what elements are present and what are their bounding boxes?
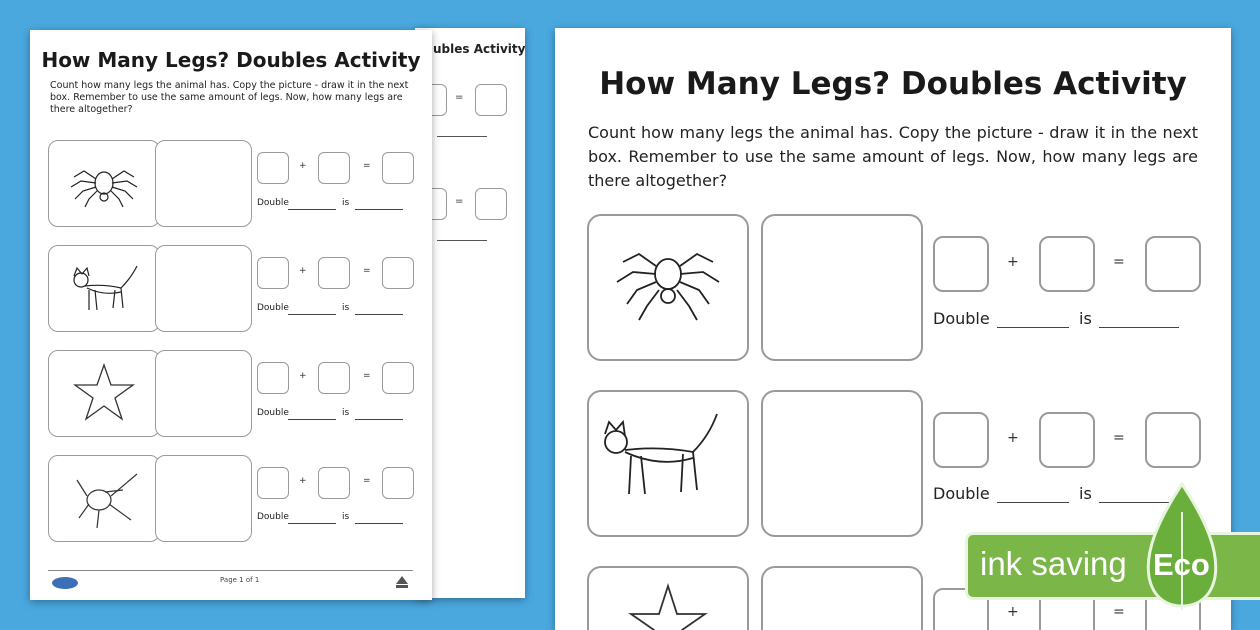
back-answer-box (475, 188, 507, 220)
copy-drawing-box[interactable] (155, 350, 252, 437)
back-equals-sign: = (455, 196, 464, 207)
answer-box-total[interactable] (382, 257, 414, 289)
small-page-title: How Many Legs? Doubles Activity (41, 48, 421, 72)
is-label: is (342, 303, 350, 313)
page-number: Page 1 of 1 (220, 576, 260, 584)
small-instructions: Count how many legs the animal has. Copy the picture - draw it in the next box. Remember to use the same amount of legs. Now, how many legs are there altogether? (50, 80, 409, 115)
spider-picture-box (48, 140, 160, 227)
back-equals-sign: = (455, 92, 464, 103)
double-line[interactable] (288, 523, 336, 524)
plus-sign: + (1007, 604, 1019, 620)
answer-box-2[interactable] (318, 152, 350, 184)
is-line[interactable] (1099, 327, 1179, 328)
answer-box-1[interactable] (933, 412, 989, 468)
copy-drawing-box[interactable] (155, 140, 252, 227)
back-answer-line (437, 136, 487, 137)
cat-icon (49, 246, 159, 331)
brand-logo-icon (50, 576, 80, 590)
double-label: Double (933, 309, 990, 328)
double-label: Double (257, 303, 289, 313)
spider-icon (589, 216, 747, 359)
plus-sign: + (299, 161, 307, 171)
back-page-title: ubles Activity (433, 42, 525, 56)
copy-drawing-box[interactable] (761, 566, 923, 630)
cat-icon (589, 392, 747, 535)
answer-box-2[interactable] (318, 362, 350, 394)
double-line[interactable] (997, 502, 1069, 503)
equals-sign: = (363, 161, 371, 171)
copy-drawing-box[interactable] (761, 214, 923, 361)
starfish-icon (589, 568, 747, 630)
starfish-icon (49, 351, 159, 436)
back-answer-box (475, 84, 507, 116)
is-label: is (1079, 484, 1092, 503)
answer-box-2[interactable] (1039, 412, 1095, 468)
eco-label: Eco (1153, 547, 1210, 582)
equals-sign: = (1113, 254, 1125, 270)
is-line[interactable] (355, 419, 403, 420)
is-label: is (1079, 309, 1092, 328)
answer-box-total[interactable] (382, 152, 414, 184)
double-label: Double (257, 408, 289, 418)
ink-saving-label: ink saving (980, 545, 1127, 582)
plant-logo-icon (392, 574, 412, 590)
equals-sign: = (363, 476, 371, 486)
answer-box-1[interactable] (257, 362, 289, 394)
is-line[interactable] (355, 314, 403, 315)
plus-sign: + (1007, 254, 1019, 270)
copy-drawing-box[interactable] (155, 245, 252, 332)
answer-box-2[interactable] (1039, 236, 1095, 292)
spider-icon (49, 141, 159, 226)
page-title: How Many Legs? Doubles Activity (599, 66, 1187, 102)
is-line[interactable] (355, 209, 403, 210)
copy-drawing-box[interactable] (761, 390, 923, 537)
answer-box-2[interactable] (318, 467, 350, 499)
is-label: is (342, 408, 350, 418)
plus-sign: + (299, 476, 307, 486)
answer-box-total[interactable] (1145, 412, 1201, 468)
answer-box-total[interactable] (1145, 236, 1201, 292)
worksheet-preview-small (30, 30, 432, 600)
beetle-picture-box (48, 455, 160, 542)
double-label: Double (257, 198, 289, 208)
answer-box-total[interactable] (382, 467, 414, 499)
equals-sign: = (1113, 430, 1125, 446)
plus-sign: + (299, 371, 307, 381)
starfish-picture-box (48, 350, 160, 437)
footer-divider (48, 570, 413, 571)
double-line[interactable] (997, 327, 1069, 328)
plus-sign: + (1007, 430, 1019, 446)
equals-sign: = (1113, 604, 1125, 620)
double-line[interactable] (288, 209, 336, 210)
answer-box-2[interactable] (318, 257, 350, 289)
instructions: Count how many legs the animal has. Copy the picture - draw it in the next box. Remember to use the same amount of legs. Now, how many legs are there altogether? (588, 123, 1198, 190)
equals-sign: = (363, 371, 371, 381)
answer-box-total[interactable] (382, 362, 414, 394)
copy-drawing-box[interactable] (155, 455, 252, 542)
spider-picture-box (587, 214, 749, 361)
answer-box-1[interactable] (257, 152, 289, 184)
answer-box-1[interactable] (933, 236, 989, 292)
double-label: Double (257, 512, 289, 522)
double-line[interactable] (288, 419, 336, 420)
beetle-icon (49, 456, 159, 541)
is-label: is (342, 198, 350, 208)
is-label: is (342, 512, 350, 522)
cat-picture-box (48, 245, 160, 332)
starfish-picture-box (587, 566, 749, 630)
answer-box-1[interactable] (257, 467, 289, 499)
back-answer-line (437, 240, 487, 241)
is-line[interactable] (355, 523, 403, 524)
plus-sign: + (299, 266, 307, 276)
cat-picture-box (587, 390, 749, 537)
equals-sign: = (363, 266, 371, 276)
double-line[interactable] (288, 314, 336, 315)
double-label: Double (933, 484, 990, 503)
answer-box-1[interactable] (257, 257, 289, 289)
